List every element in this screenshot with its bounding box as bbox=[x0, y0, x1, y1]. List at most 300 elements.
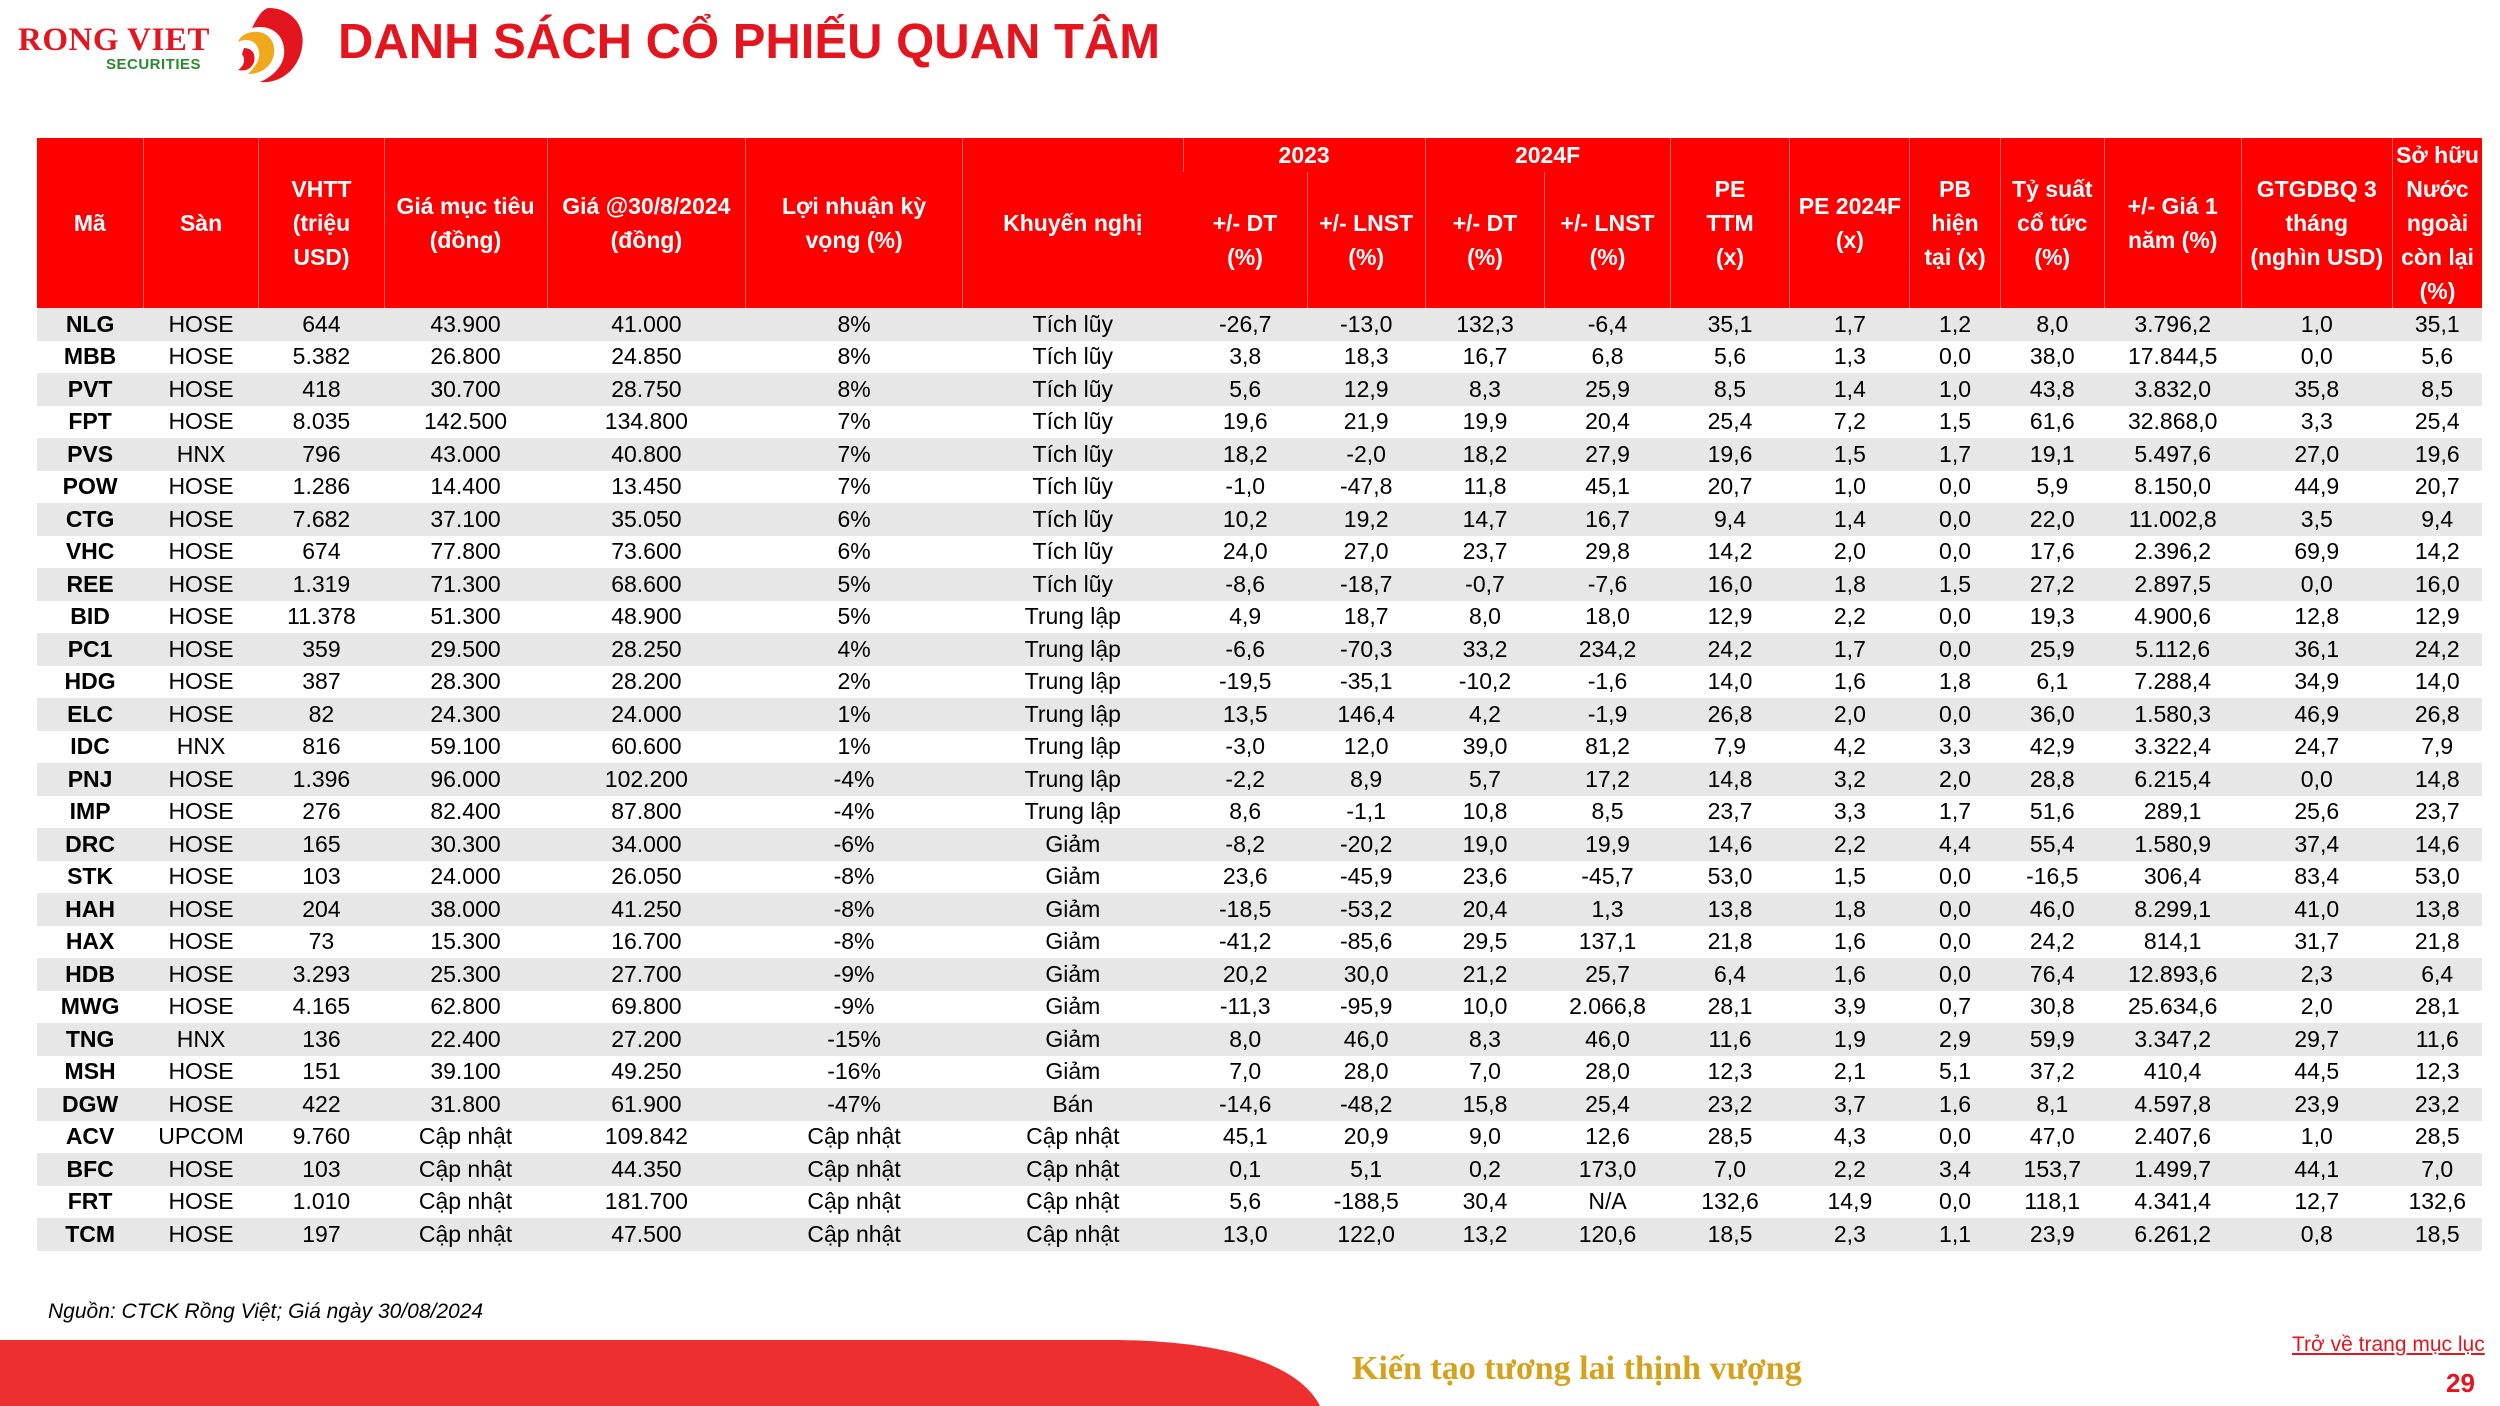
cell-pb: 0,0 bbox=[1910, 926, 2000, 959]
cell-profit-growth-2024f: 17,2 bbox=[1545, 763, 1670, 796]
cell-pb: 0,0 bbox=[1910, 698, 2000, 731]
cell-revenue-growth-2023: 8,0 bbox=[1183, 1023, 1307, 1056]
cell-profit-growth-2024f: 16,7 bbox=[1545, 503, 1670, 536]
cell-recommendation: Trung lập bbox=[962, 601, 1183, 634]
cell-pb: 1,1 bbox=[1910, 1218, 2000, 1251]
cell-avg-trading-value: 29,7 bbox=[2241, 1023, 2392, 1056]
cell-profit-growth-2023: 21,9 bbox=[1307, 406, 1425, 439]
table-row bbox=[37, 1121, 2482, 1154]
cell-dividend-yield: 118,1 bbox=[2000, 1186, 2104, 1219]
cell-current-price: 13.450 bbox=[547, 471, 746, 504]
cell-profit-growth-2024f: 27,9 bbox=[1545, 438, 1670, 471]
cell-pb: 0,0 bbox=[1910, 861, 2000, 894]
cell-profit-growth-2024f: -1,6 bbox=[1545, 666, 1670, 699]
cell-revenue-growth-2024f: 29,5 bbox=[1425, 926, 1545, 959]
cell-profit-growth-2024f: N/A bbox=[1545, 1186, 1670, 1219]
cell-foreign-room: 12,3 bbox=[2392, 1056, 2482, 1089]
cell-current-price: 26.050 bbox=[547, 861, 746, 894]
cell-code: PNJ bbox=[37, 763, 143, 796]
table-row bbox=[37, 503, 2482, 536]
cell-code: MSH bbox=[37, 1056, 143, 1089]
cell-exchange: HOSE bbox=[143, 666, 259, 699]
cell-dividend-yield: 8,0 bbox=[2000, 308, 2104, 341]
cell-market-cap: 3.293 bbox=[259, 958, 384, 991]
cell-revenue-growth-2024f: 16,7 bbox=[1425, 341, 1545, 374]
table-row bbox=[37, 893, 2482, 926]
cell-profit-growth-2024f: 25,4 bbox=[1545, 1088, 1670, 1121]
cell-avg-trading-value: 44,9 bbox=[2241, 471, 2392, 504]
cell-pb: 4,4 bbox=[1910, 828, 2000, 861]
cell-exchange: HOSE bbox=[143, 763, 259, 796]
cell-expected-return: -8% bbox=[746, 926, 963, 959]
cell-dividend-yield: 22,0 bbox=[2000, 503, 2104, 536]
cell-current-price: 28.250 bbox=[547, 633, 746, 666]
cell-price-change-1y: 6.215,4 bbox=[2104, 763, 2241, 796]
cell-revenue-growth-2023: -1,0 bbox=[1183, 471, 1307, 504]
cell-exchange: HOSE bbox=[143, 1218, 259, 1251]
cell-pe-ttm: 13,8 bbox=[1670, 893, 1790, 926]
cell-pe-2024f: 2,2 bbox=[1790, 1153, 1910, 1186]
cell-profit-growth-2024f: 234,2 bbox=[1545, 633, 1670, 666]
cell-price-change-1y: 1.580,9 bbox=[2104, 828, 2241, 861]
cell-avg-trading-value: 24,7 bbox=[2241, 731, 2392, 764]
cell-foreign-room: 21,8 bbox=[2392, 926, 2482, 959]
table-row bbox=[37, 861, 2482, 894]
cell-recommendation: Cập nhật bbox=[962, 1121, 1183, 1154]
cell-revenue-growth-2023: 0,1 bbox=[1183, 1153, 1307, 1186]
cell-code: BFC bbox=[37, 1153, 143, 1186]
logo-subtitle: SECURITIES bbox=[106, 56, 202, 73]
cell-pb: 0,0 bbox=[1910, 471, 2000, 504]
cell-revenue-growth-2024f: 23,6 bbox=[1425, 861, 1545, 894]
cell-price-change-1y: 32.868,0 bbox=[2104, 406, 2241, 439]
dragon-emblem-icon bbox=[222, 4, 308, 86]
cell-target-price: 30.700 bbox=[384, 373, 547, 406]
cell-pe-ttm: 26,8 bbox=[1670, 698, 1790, 731]
cell-price-change-1y: 6.261,2 bbox=[2104, 1218, 2241, 1251]
cell-price-change-1y: 3.322,4 bbox=[2104, 731, 2241, 764]
header-market-cap: VHTT (triệu USD) bbox=[259, 138, 384, 308]
cell-current-price: 181.700 bbox=[547, 1186, 746, 1219]
cell-profit-growth-2023: 5,1 bbox=[1307, 1153, 1425, 1186]
cell-avg-trading-value: 69,9 bbox=[2241, 536, 2392, 569]
cell-pe-ttm: 14,6 bbox=[1670, 828, 1790, 861]
cell-revenue-growth-2023: -6,6 bbox=[1183, 633, 1307, 666]
cell-price-change-1y: 8.299,1 bbox=[2104, 893, 2241, 926]
cell-expected-return: -9% bbox=[746, 958, 963, 991]
cell-target-price: 30.300 bbox=[384, 828, 547, 861]
cell-market-cap: 796 bbox=[259, 438, 384, 471]
cell-code: PVS bbox=[37, 438, 143, 471]
cell-profit-growth-2024f: 25,9 bbox=[1545, 373, 1670, 406]
cell-revenue-growth-2024f: 4,2 bbox=[1425, 698, 1545, 731]
cell-pe-2024f: 1,9 bbox=[1790, 1023, 1910, 1056]
stock-watchlist-table bbox=[37, 138, 2482, 1251]
cell-expected-return: 7% bbox=[746, 438, 963, 471]
cell-profit-growth-2023: -48,2 bbox=[1307, 1088, 1425, 1121]
cell-expected-return: 4% bbox=[746, 633, 963, 666]
cell-pe-2024f: 1,6 bbox=[1790, 666, 1910, 699]
cell-target-price: 39.100 bbox=[384, 1056, 547, 1089]
cell-pe-ttm: 24,2 bbox=[1670, 633, 1790, 666]
cell-profit-growth-2024f: 1,3 bbox=[1545, 893, 1670, 926]
cell-exchange: HOSE bbox=[143, 373, 259, 406]
cell-exchange: HOSE bbox=[143, 926, 259, 959]
cell-recommendation: Trung lập bbox=[962, 731, 1183, 764]
cell-profit-growth-2024f: 173,0 bbox=[1545, 1153, 1670, 1186]
cell-foreign-room: 6,4 bbox=[2392, 958, 2482, 991]
cell-avg-trading-value: 3,3 bbox=[2241, 406, 2392, 439]
cell-market-cap: 1.286 bbox=[259, 471, 384, 504]
header-avg-trading-value: GTGDBQ 3 tháng (nghìn USD) bbox=[2241, 138, 2392, 308]
cell-profit-growth-2024f: 6,8 bbox=[1545, 341, 1670, 374]
cell-pe-2024f: 1,0 bbox=[1790, 471, 1910, 504]
cell-recommendation: Tích lũy bbox=[962, 406, 1183, 439]
table-row bbox=[37, 406, 2482, 439]
cell-market-cap: 1.010 bbox=[259, 1186, 384, 1219]
cell-code: DRC bbox=[37, 828, 143, 861]
cell-code: TNG bbox=[37, 1023, 143, 1056]
cell-pe-2024f: 1,4 bbox=[1790, 373, 1910, 406]
table-row bbox=[37, 633, 2482, 666]
cell-pb: 0,0 bbox=[1910, 958, 2000, 991]
table-row bbox=[37, 601, 2482, 634]
cell-market-cap: 5.382 bbox=[259, 341, 384, 374]
cell-current-price: 41.000 bbox=[547, 308, 746, 341]
cell-revenue-growth-2023: 7,0 bbox=[1183, 1056, 1307, 1089]
cell-price-change-1y: 1.580,3 bbox=[2104, 698, 2241, 731]
cell-market-cap: 387 bbox=[259, 666, 384, 699]
cell-pe-ttm: 14,0 bbox=[1670, 666, 1790, 699]
table-row bbox=[37, 471, 2482, 504]
cell-code: HAX bbox=[37, 926, 143, 959]
cell-dividend-yield: 27,2 bbox=[2000, 568, 2104, 601]
header-dividend-yield: Tỷ suất cổ tức (%) bbox=[2000, 138, 2104, 308]
cell-current-price: 109.842 bbox=[547, 1121, 746, 1154]
cell-revenue-growth-2023: 18,2 bbox=[1183, 438, 1307, 471]
cell-pe-2024f: 2,0 bbox=[1790, 536, 1910, 569]
cell-pb: 0,0 bbox=[1910, 1121, 2000, 1154]
cell-current-price: 102.200 bbox=[547, 763, 746, 796]
cell-profit-growth-2024f: 46,0 bbox=[1545, 1023, 1670, 1056]
cell-price-change-1y: 25.634,6 bbox=[2104, 991, 2241, 1024]
header-revenue-growth-2024f: +/- DT (%) bbox=[1425, 172, 1545, 308]
cell-current-price: 44.350 bbox=[547, 1153, 746, 1186]
cell-dividend-yield: 43,8 bbox=[2000, 373, 2104, 406]
cell-avg-trading-value: 34,9 bbox=[2241, 666, 2392, 699]
cell-current-price: 24.000 bbox=[547, 698, 746, 731]
cell-current-price: 49.250 bbox=[547, 1056, 746, 1089]
table-row bbox=[37, 1186, 2482, 1219]
table-row bbox=[37, 1023, 2482, 1056]
cell-expected-return: -16% bbox=[746, 1056, 963, 1089]
cell-revenue-growth-2024f: 13,2 bbox=[1425, 1218, 1545, 1251]
cell-pe-ttm: 19,6 bbox=[1670, 438, 1790, 471]
cell-target-price: 43.000 bbox=[384, 438, 547, 471]
cell-pb: 0,0 bbox=[1910, 633, 2000, 666]
cell-recommendation: Cập nhật bbox=[962, 1218, 1183, 1251]
cell-market-cap: 165 bbox=[259, 828, 384, 861]
cell-avg-trading-value: 3,5 bbox=[2241, 503, 2392, 536]
cell-revenue-growth-2024f: 30,4 bbox=[1425, 1186, 1545, 1219]
cell-market-cap: 644 bbox=[259, 308, 384, 341]
cell-recommendation: Trung lập bbox=[962, 763, 1183, 796]
cell-foreign-room: 35,1 bbox=[2392, 308, 2482, 341]
cell-exchange: HOSE bbox=[143, 796, 259, 829]
cell-profit-growth-2024f: 20,4 bbox=[1545, 406, 1670, 439]
cell-current-price: 60.600 bbox=[547, 731, 746, 764]
cell-price-change-1y: 4.341,4 bbox=[2104, 1186, 2241, 1219]
cell-price-change-1y: 3.347,2 bbox=[2104, 1023, 2241, 1056]
cell-foreign-room: 14,6 bbox=[2392, 828, 2482, 861]
cell-profit-growth-2023: 8,9 bbox=[1307, 763, 1425, 796]
cell-target-price: 25.300 bbox=[384, 958, 547, 991]
cell-avg-trading-value: 0,0 bbox=[2241, 568, 2392, 601]
cell-foreign-room: 23,2 bbox=[2392, 1088, 2482, 1121]
cell-avg-trading-value: 44,5 bbox=[2241, 1056, 2392, 1089]
cell-exchange: HOSE bbox=[143, 406, 259, 439]
cell-pe-2024f: 1,5 bbox=[1790, 438, 1910, 471]
cell-pe-2024f: 2,0 bbox=[1790, 698, 1910, 731]
cell-market-cap: 9.760 bbox=[259, 1121, 384, 1154]
table-row bbox=[37, 796, 2482, 829]
cell-target-price: 15.300 bbox=[384, 926, 547, 959]
cell-code: NLG bbox=[37, 308, 143, 341]
cell-exchange: UPCOM bbox=[143, 1121, 259, 1154]
cell-dividend-yield: 30,8 bbox=[2000, 991, 2104, 1024]
cell-code: STK bbox=[37, 861, 143, 894]
cell-revenue-growth-2023: 3,8 bbox=[1183, 341, 1307, 374]
cell-code: MWG bbox=[37, 991, 143, 1024]
cell-current-price: 47.500 bbox=[547, 1218, 746, 1251]
cell-price-change-1y: 5.497,6 bbox=[2104, 438, 2241, 471]
cell-code: HDB bbox=[37, 958, 143, 991]
cell-price-change-1y: 306,4 bbox=[2104, 861, 2241, 894]
cell-avg-trading-value: 0,0 bbox=[2241, 341, 2392, 374]
cell-recommendation: Tích lũy bbox=[962, 568, 1183, 601]
table-row bbox=[37, 373, 2482, 406]
cell-recommendation: Tích lũy bbox=[962, 373, 1183, 406]
cell-dividend-yield: 42,9 bbox=[2000, 731, 2104, 764]
cell-foreign-room: 16,0 bbox=[2392, 568, 2482, 601]
cell-current-price: 34.000 bbox=[547, 828, 746, 861]
cell-target-price: 62.800 bbox=[384, 991, 547, 1024]
cell-avg-trading-value: 35,8 bbox=[2241, 373, 2392, 406]
header-pb: PB hiện tại (x) bbox=[1910, 138, 2000, 308]
cell-pb: 1,7 bbox=[1910, 796, 2000, 829]
cell-exchange: HOSE bbox=[143, 1153, 259, 1186]
cell-pe-2024f: 3,7 bbox=[1790, 1088, 1910, 1121]
cell-profit-growth-2024f: 81,2 bbox=[1545, 731, 1670, 764]
cell-dividend-yield: 17,6 bbox=[2000, 536, 2104, 569]
cell-foreign-room: 7,9 bbox=[2392, 731, 2482, 764]
cell-profit-growth-2024f: 28,0 bbox=[1545, 1056, 1670, 1089]
table-row bbox=[37, 763, 2482, 796]
cell-profit-growth-2023: -95,9 bbox=[1307, 991, 1425, 1024]
table-row bbox=[37, 308, 2482, 341]
cell-current-price: 16.700 bbox=[547, 926, 746, 959]
cell-foreign-room: 7,0 bbox=[2392, 1153, 2482, 1186]
cell-profit-growth-2024f: -6,4 bbox=[1545, 308, 1670, 341]
cell-avg-trading-value: 31,7 bbox=[2241, 926, 2392, 959]
cell-pe-ttm: 25,4 bbox=[1670, 406, 1790, 439]
cell-foreign-room: 18,5 bbox=[2392, 1218, 2482, 1251]
table-body bbox=[37, 308, 2482, 1251]
cell-recommendation: Bán bbox=[962, 1088, 1183, 1121]
cell-foreign-room: 9,4 bbox=[2392, 503, 2482, 536]
cell-price-change-1y: 814,1 bbox=[2104, 926, 2241, 959]
cell-revenue-growth-2023: 19,6 bbox=[1183, 406, 1307, 439]
cell-dividend-yield: 6,1 bbox=[2000, 666, 2104, 699]
cell-recommendation: Giảm bbox=[962, 1023, 1183, 1056]
cell-code: REE bbox=[37, 568, 143, 601]
cell-dividend-yield: 25,9 bbox=[2000, 633, 2104, 666]
cell-current-price: 134.800 bbox=[547, 406, 746, 439]
cell-pe-ttm: 14,8 bbox=[1670, 763, 1790, 796]
cell-dividend-yield: 19,1 bbox=[2000, 438, 2104, 471]
cell-dividend-yield: 37,2 bbox=[2000, 1056, 2104, 1089]
table-row bbox=[37, 666, 2482, 699]
cell-pe-2024f: 1,8 bbox=[1790, 893, 1910, 926]
cell-profit-growth-2023: -188,5 bbox=[1307, 1186, 1425, 1219]
cell-revenue-growth-2023: 20,2 bbox=[1183, 958, 1307, 991]
cell-dividend-yield: 36,0 bbox=[2000, 698, 2104, 731]
cell-revenue-growth-2023: -8,6 bbox=[1183, 568, 1307, 601]
cell-target-price: 38.000 bbox=[384, 893, 547, 926]
cell-revenue-growth-2023: 5,6 bbox=[1183, 1186, 1307, 1219]
cell-pe-ttm: 6,4 bbox=[1670, 958, 1790, 991]
cell-avg-trading-value: 25,6 bbox=[2241, 796, 2392, 829]
cell-pe-2024f: 2,3 bbox=[1790, 1218, 1910, 1251]
cell-pe-2024f: 1,6 bbox=[1790, 926, 1910, 959]
cell-code: PVT bbox=[37, 373, 143, 406]
cell-current-price: 24.850 bbox=[547, 341, 746, 374]
cell-code: DGW bbox=[37, 1088, 143, 1121]
cell-profit-growth-2024f: 18,0 bbox=[1545, 601, 1670, 634]
table-row bbox=[37, 438, 2482, 471]
cell-pb: 2,0 bbox=[1910, 763, 2000, 796]
cell-revenue-growth-2023: 5,6 bbox=[1183, 373, 1307, 406]
cell-revenue-growth-2024f: 5,7 bbox=[1425, 763, 1545, 796]
cell-recommendation: Giảm bbox=[962, 991, 1183, 1024]
cell-revenue-growth-2023: -3,0 bbox=[1183, 731, 1307, 764]
table-row bbox=[37, 1056, 2482, 1089]
cell-recommendation: Giảm bbox=[962, 861, 1183, 894]
cell-avg-trading-value: 2,3 bbox=[2241, 958, 2392, 991]
cell-code: BID bbox=[37, 601, 143, 634]
cell-price-change-1y: 2.396,2 bbox=[2104, 536, 2241, 569]
cell-expected-return: -15% bbox=[746, 1023, 963, 1056]
cell-pe-2024f: 4,2 bbox=[1790, 731, 1910, 764]
cell-pb: 1,6 bbox=[1910, 1088, 2000, 1121]
cell-profit-growth-2023: 20,9 bbox=[1307, 1121, 1425, 1154]
table-row bbox=[37, 926, 2482, 959]
cell-code: FPT bbox=[37, 406, 143, 439]
cell-profit-growth-2023: -2,0 bbox=[1307, 438, 1425, 471]
cell-pe-2024f: 2,1 bbox=[1790, 1056, 1910, 1089]
cell-target-price: Cập nhật bbox=[384, 1218, 547, 1251]
cell-exchange: HOSE bbox=[143, 991, 259, 1024]
cell-market-cap: 73 bbox=[259, 926, 384, 959]
cell-recommendation: Giảm bbox=[962, 926, 1183, 959]
cell-avg-trading-value: 83,4 bbox=[2241, 861, 2392, 894]
cell-target-price: 96.000 bbox=[384, 763, 547, 796]
cell-revenue-growth-2024f: 7,0 bbox=[1425, 1056, 1545, 1089]
cell-market-cap: 276 bbox=[259, 796, 384, 829]
table-row bbox=[37, 958, 2482, 991]
cell-profit-growth-2024f: -7,6 bbox=[1545, 568, 1670, 601]
cell-pe-ttm: 28,5 bbox=[1670, 1121, 1790, 1154]
cell-expected-return: 2% bbox=[746, 666, 963, 699]
cell-revenue-growth-2024f: 8,0 bbox=[1425, 601, 1545, 634]
cell-pb: 0,0 bbox=[1910, 893, 2000, 926]
cell-expected-return: 8% bbox=[746, 373, 963, 406]
cell-recommendation: Giảm bbox=[962, 1056, 1183, 1089]
table-header bbox=[37, 138, 2482, 308]
cell-foreign-room: 25,4 bbox=[2392, 406, 2482, 439]
cell-profit-growth-2023: -70,3 bbox=[1307, 633, 1425, 666]
cell-expected-return: 1% bbox=[746, 731, 963, 764]
cell-expected-return: 8% bbox=[746, 341, 963, 374]
cell-current-price: 40.800 bbox=[547, 438, 746, 471]
cell-revenue-growth-2024f: 23,7 bbox=[1425, 536, 1545, 569]
cell-pe-ttm: 53,0 bbox=[1670, 861, 1790, 894]
cell-profit-growth-2024f: 19,9 bbox=[1545, 828, 1670, 861]
cell-revenue-growth-2024f: 132,3 bbox=[1425, 308, 1545, 341]
cell-market-cap: 359 bbox=[259, 633, 384, 666]
cell-exchange: HOSE bbox=[143, 958, 259, 991]
cell-current-price: 69.800 bbox=[547, 991, 746, 1024]
page-title: DANH SÁCH CỔ PHIẾU QUAN TÂM bbox=[338, 15, 1161, 69]
cell-revenue-growth-2024f: 20,4 bbox=[1425, 893, 1545, 926]
cell-market-cap: 816 bbox=[259, 731, 384, 764]
cell-profit-growth-2023: 30,0 bbox=[1307, 958, 1425, 991]
cell-pe-2024f: 2,2 bbox=[1790, 601, 1910, 634]
cell-exchange: HOSE bbox=[143, 1056, 259, 1089]
cell-market-cap: 103 bbox=[259, 861, 384, 894]
cell-target-price: 82.400 bbox=[384, 796, 547, 829]
cell-pe-ttm: 12,9 bbox=[1670, 601, 1790, 634]
cell-revenue-growth-2024f: 8,3 bbox=[1425, 1023, 1545, 1056]
cell-price-change-1y: 2.897,5 bbox=[2104, 568, 2241, 601]
cell-exchange: HOSE bbox=[143, 861, 259, 894]
cell-pb: 1,5 bbox=[1910, 406, 2000, 439]
header-foreign-room: Sở hữu Nước ngoài còn lại (%) bbox=[2392, 138, 2482, 308]
cell-target-price: 43.900 bbox=[384, 308, 547, 341]
back-to-contents-link[interactable]: Trở về trang mục lục bbox=[2292, 1333, 2485, 1356]
cell-profit-growth-2023: 122,0 bbox=[1307, 1218, 1425, 1251]
cell-dividend-yield: 24,2 bbox=[2000, 926, 2104, 959]
cell-market-cap: 8.035 bbox=[259, 406, 384, 439]
cell-pb: 0,0 bbox=[1910, 341, 2000, 374]
cell-exchange: HOSE bbox=[143, 308, 259, 341]
cell-pe-2024f: 4,3 bbox=[1790, 1121, 1910, 1154]
cell-pe-2024f: 3,9 bbox=[1790, 991, 1910, 1024]
cell-profit-growth-2024f: 8,5 bbox=[1545, 796, 1670, 829]
cell-profit-growth-2024f: 29,8 bbox=[1545, 536, 1670, 569]
cell-revenue-growth-2024f: 14,7 bbox=[1425, 503, 1545, 536]
cell-expected-return: -4% bbox=[746, 763, 963, 796]
cell-code: ACV bbox=[37, 1121, 143, 1154]
cell-code: POW bbox=[37, 471, 143, 504]
cell-pe-ttm: 8,5 bbox=[1670, 373, 1790, 406]
cell-foreign-room: 14,8 bbox=[2392, 763, 2482, 796]
cell-revenue-growth-2023: -14,6 bbox=[1183, 1088, 1307, 1121]
cell-pb: 1,2 bbox=[1910, 308, 2000, 341]
cell-price-change-1y: 3.796,2 bbox=[2104, 308, 2241, 341]
cell-avg-trading-value: 1,0 bbox=[2241, 308, 2392, 341]
cell-recommendation: Trung lập bbox=[962, 633, 1183, 666]
